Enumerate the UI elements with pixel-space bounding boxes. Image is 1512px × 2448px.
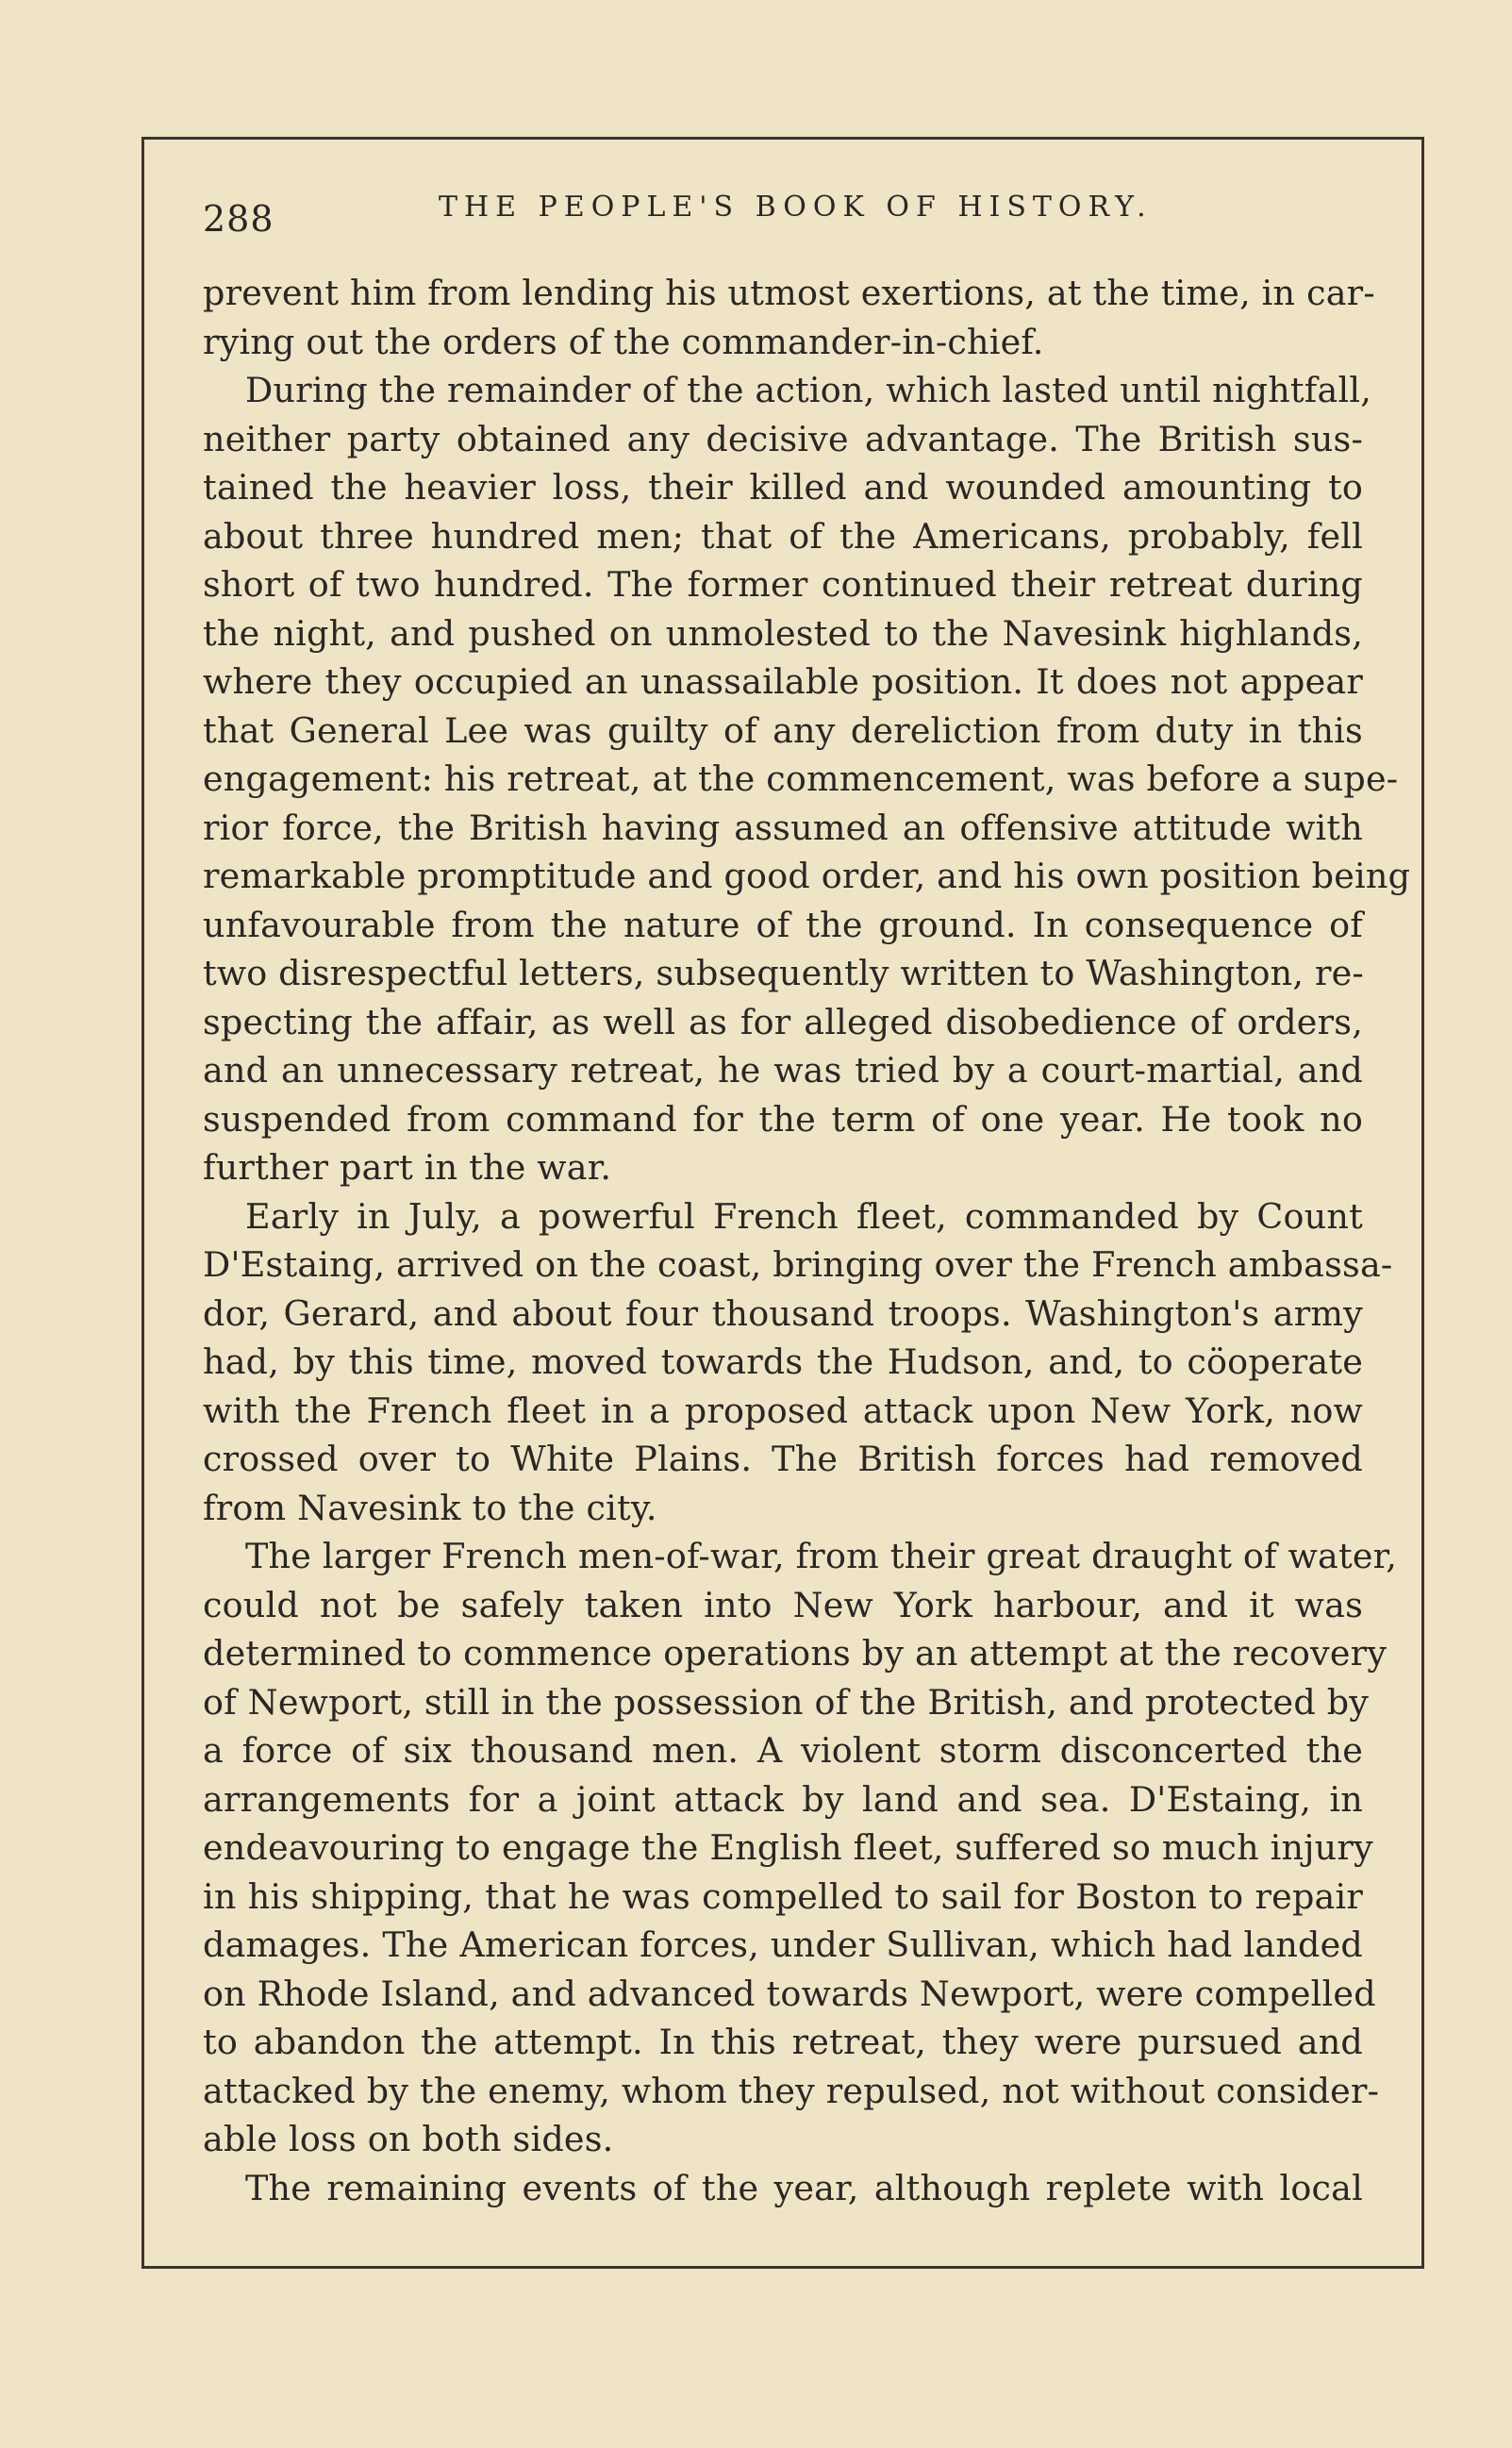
text-line: where they occupied an unassailable position. It does not appear	[203, 661, 1363, 702]
text-line: remarkable promptitude and good order, and his own position being	[203, 856, 1411, 896]
text-line: attacked by the enemy, whom they repulsed, not without consider-	[203, 2070, 1380, 2111]
text-line: had, by this time, moved towards the Hudson, and, to cöoperate	[203, 1341, 1363, 1382]
text-line: from Navesink to the city.	[203, 1487, 657, 1528]
text-line: rying out the orders of the commander-in-chief.	[203, 321, 1044, 362]
text-line: neither party obtained any decisive advantage. The British sus-	[203, 418, 1363, 459]
text-line: crossed over to White Plains. The British forces had removed	[203, 1439, 1363, 1479]
text-line: a force of six thousand men. A violent storm disconcerted the	[203, 1730, 1363, 1771]
text-line: suspended from command for the term of one year. He took no	[203, 1098, 1363, 1140]
text-line: to abandon the attempt. In this retreat, they were pursued and	[203, 2022, 1363, 2062]
text-line: The remaining events of the year, although replete with local	[245, 2167, 1363, 2208]
text-line: could not be safely taken into New York harbour, and it was	[203, 1584, 1363, 1625]
text-line: Early in July, a powerful French fleet, commanded by Count	[245, 1195, 1363, 1237]
text-line: prevent him from lending his utmost exertions, at the time, in car-	[203, 273, 1375, 313]
text-line: specting the affair, as well as for alleged disobedience of orders,	[203, 1001, 1363, 1042]
text-line: The larger French men-of-war, from their great draught of water,	[245, 1536, 1398, 1576]
text-line: that General Lee was guilty of any dereliction from duty in this	[203, 709, 1363, 751]
text-line: in his shipping, that he was compelled to sail for Boston to repair	[203, 1875, 1363, 1917]
page-number: 288	[203, 198, 274, 240]
page-header	[203, 179, 1372, 240]
text-line: damages. The American forces, under Sullivan, which had landed	[203, 1924, 1363, 1965]
body-text	[203, 269, 1411, 2212]
running-head: THE PEOPLE'S BOOK OF HISTORY.	[439, 191, 1153, 224]
text-line: the night, and pushed on unmolested to the Navesink highlands,	[203, 612, 1363, 654]
text-line: on Rhode Island, and advanced towards Newport, were compelled	[203, 1973, 1376, 2014]
text-line: and an unnecessary retreat, he was tried by a court-martial, and	[203, 1050, 1363, 1091]
text-line: dor, Gerard, and about four thousand troops. Washington's army	[203, 1292, 1363, 1334]
text-line: engagement: his retreat, at the commencement, was before a supe-	[203, 758, 1399, 799]
text-line: able loss on both sides.	[203, 2119, 614, 2159]
text-line: endeavouring to engage the English fleet, suffered so much injury	[203, 1827, 1373, 1868]
text-line: two disrespectful letters, subsequently written to Washington, re-	[203, 953, 1364, 993]
text-line: D'Estaing, arrived on the coast, bringing over the French ambassa-	[203, 1244, 1393, 1285]
text-line: rior force, the British having assumed an offensive attitude with	[203, 807, 1363, 848]
text-line: arrangements for a joint attack by land and sea. D'Estaing, in	[203, 1778, 1363, 1820]
text-line: of Newport, still in the possession of the British, and protected by	[203, 1681, 1370, 1723]
text-line: tained the heavier loss, their killed and wounded amounting to	[203, 467, 1363, 508]
text-line: short of two hundred. The former continued their retreat during	[203, 564, 1363, 605]
text-line: During the remainder of the action, which lasted until nightfall,	[245, 370, 1372, 410]
text-line: with the French fleet in a proposed attack upon New York, now	[203, 1390, 1363, 1431]
text-line: about three hundred men; that of the Americans, probably, fell	[203, 515, 1363, 557]
text-line: further part in the war.	[203, 1147, 612, 1188]
text-line: determined to commence operations by an attempt at the recovery	[203, 1633, 1387, 1674]
text-line: unfavourable from the nature of the ground. In consequence of	[203, 904, 1363, 945]
